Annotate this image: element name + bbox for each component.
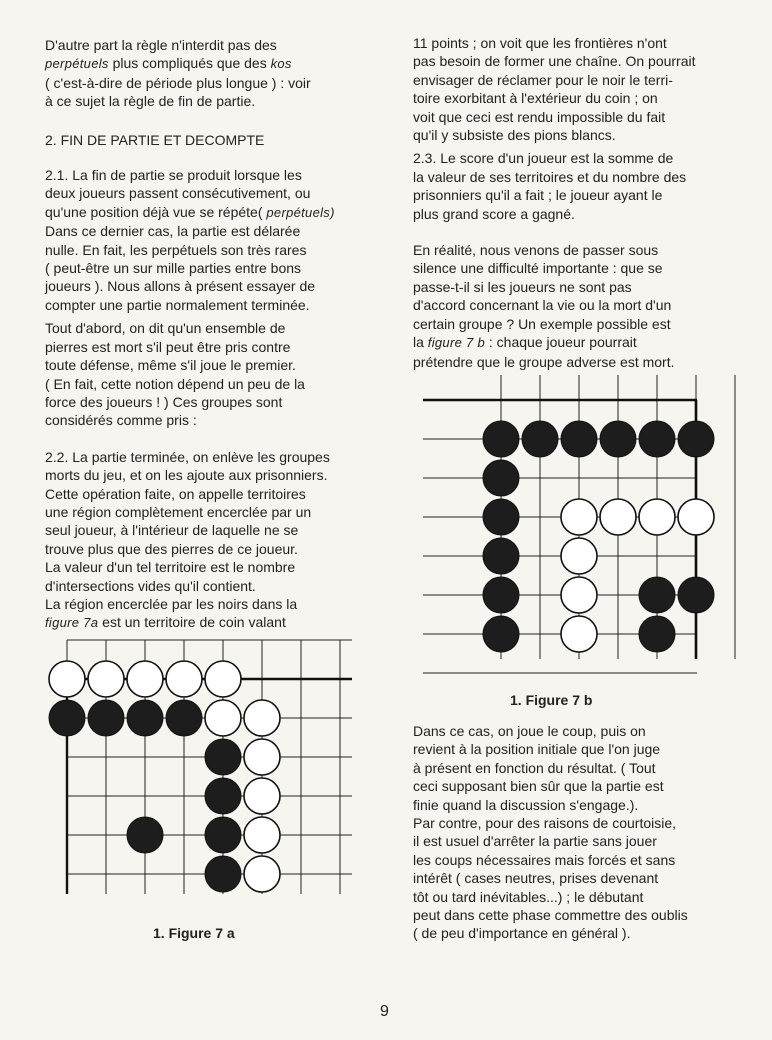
go-diagram-figure-7b: [415, 367, 745, 667]
section-2-3: 2.3. Le score d'un joueur est la somme de la valeur de ses territoires et du nombre des prisonniers qu'il a fait ; le joueur ayant le plus grand score a gagné.: [413, 150, 687, 222]
figure-7a-caption: 1. Figure 7 a: [153, 925, 235, 941]
white-stone: [244, 817, 280, 853]
right-column: [413, 34, 743, 371]
white-stone: [561, 538, 597, 574]
black-stone: [483, 499, 519, 535]
black-stone: [678, 577, 714, 613]
white-stone: [561, 499, 597, 535]
section-2-1: 2.1. La fin de partie se produit lorsque les deux joueurs passent consécutivement, ou qu'une position déjà vue se répéte( perpétuels) Dans ce dernier cas, la partie est délarée nulle. En fait, les perpétuels son très rares ( peut-être un sur mille parties entre bons joueurs ). Nous allons à présent essayer de compter une partie normalement terminée.: [45, 167, 335, 313]
black-stone: [205, 739, 241, 775]
black-stone: [600, 421, 636, 457]
white-stone: [639, 499, 675, 535]
black-stone: [483, 616, 519, 652]
white-stone: [561, 616, 597, 652]
white-stone: [244, 778, 280, 814]
white-stone: [244, 739, 280, 775]
white-stone: [244, 856, 280, 892]
black-stone: [205, 817, 241, 853]
figure-7b-caption: 1. Figure 7 b: [510, 692, 593, 708]
page-number: 9: [380, 1003, 389, 1020]
black-stone: [483, 460, 519, 496]
white-stone: [166, 661, 202, 697]
white-stone: [205, 661, 241, 697]
section-2-2: 2.2. La partie terminée, on enlève les groupes morts du jeu, et on les ajoute aux prisonniers. Cette opération faite, on appelle territoires une région complètement encerclée par un seul joueur, à l'intérieur de laquelle ne se trouve plus que des pierres de ce joueur. La valeur d'un tel territoire est le nombre d'intersections vides qu'il contient. La région encerclée par les noirs dans la figure 7a est un territoire de coin valant: [45, 448, 330, 631]
continuation-paragraph: 11 points ; on voit que les frontières n'ont pas besoin de former une chaîne. On pourrait envisager de réclamer pour le noir le terri- toire exorbitant à l'extérieur du coin ; on voit que ceci est rendu impossible du fait qu'il y subsiste des pions blancs.: [413, 35, 696, 144]
left-column: [45, 36, 375, 633]
white-stone: [205, 700, 241, 736]
white-stone: [600, 499, 636, 535]
intro-paragraph: D'autre part la règle n'interdit pas des perpétuels plus compliqués que des kos ( c'est-à-dire de période plus longue ) : voir à ce sujet la règle de fin de partie.: [45, 37, 311, 110]
black-stone: [639, 421, 675, 457]
black-stone: [639, 577, 675, 613]
white-stone: [561, 577, 597, 613]
go-diagram-figure-7a: [40, 632, 370, 902]
white-stone: [244, 700, 280, 736]
black-stone: [49, 700, 85, 736]
reality-paragraph: En réalité, nous venons de passer sous silence une difficulté importante : que se passe-t-il si les joueurs ne sont pas d'accord concernant la vie ou la mort d'un certain groupe ? Un exemple possible est la figure 7 b : chaque joueur pourrait prétendre que le groupe adverse est mort.: [413, 242, 675, 370]
black-stone: [483, 421, 519, 457]
black-stone: [88, 700, 124, 736]
black-stone: [166, 700, 202, 736]
black-stone: [483, 538, 519, 574]
white-stone: [88, 661, 124, 697]
black-stone: [483, 577, 519, 613]
white-stone: [678, 499, 714, 535]
white-stone: [127, 661, 163, 697]
section-heading: 2. FIN DE PARTIE ET DECOMPTE: [45, 131, 265, 148]
black-stone: [639, 616, 675, 652]
white-stone: [49, 661, 85, 697]
after-figure-paragraph: Dans ce cas, on joue le coup, puis on revient à la position initiale que l'on juge à présent en fonction du résultat. ( Tout ceci supposant bien sûr que la partie est finie quand la discussion s'engage.). Par contre, pour des raisons de courtoisie, il est usuel d'arrêter la partie sans jouer les coups nécessaires mais forcés et sans intérêt ( cases neutres, prises devenant tôt ou tard inévitables...) ; le débutant peut dans cette phase commettre des oublis ( de peu d'importance en général ).: [413, 723, 688, 942]
black-stone: [127, 817, 163, 853]
black-stone: [205, 778, 241, 814]
black-stone: [127, 700, 163, 736]
black-stone: [561, 421, 597, 457]
black-stone: [205, 856, 241, 892]
black-stone: [678, 421, 714, 457]
dead-stones-paragraph: Tout d'abord, on dit qu'un ensemble de pierres est mort s'il peut être pris contre toute défense, même s'il joue le premier. ( En fait, cette notion dépend un peu de la force des joueurs ! ) Ces groupes sont considérés comme pris :: [45, 320, 305, 429]
black-stone: [522, 421, 558, 457]
